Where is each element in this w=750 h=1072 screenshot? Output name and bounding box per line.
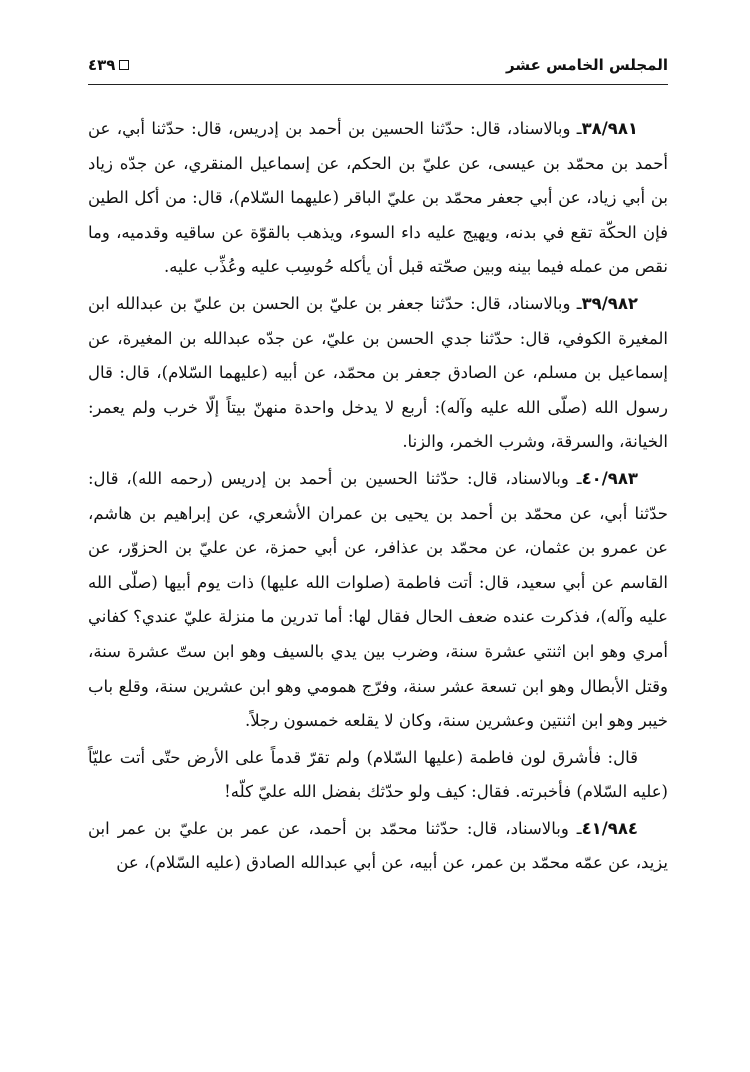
hadith-paragraph <box>88 462 668 739</box>
hadith-text: ـ وبالاسناد، قال: حدّثنا محمّد بن أحمد، عن عمر بن عليّ بن عمر ابن يزيد، عن عمّه محمّد بن عمر، عن أبيه، عن أبي عبدالله الصادق (عليه السّلام)، عن <box>88 818 668 873</box>
hadith-text: ـ وبالاسناد، قال: حدّثنا الحسين بن أحمد بن إدريس، قال: حدّثنا أبي، عن أحمد بن محمّد بن عيسى، عن عليّ بن الحكم، عن إسماعيل المنقري، عن جدّه زياد بن أبي زياد، عن أبي جعفر محمّد بن عليّ الباقر (عليهما السّلام)، قال: من أكل الطين فإن الحكّة تقع في بدنه، ويهيج عليه داء السوء، ويذهب بالقوّة عن ساقيه وقدميه، وما نقص من عمله فيما بينه وبين صحّته قبل أن يأكله حُوسِب عليه وعُذِّب عليه. <box>88 119 668 277</box>
continuation-paragraph <box>88 741 668 810</box>
hadith-number: ٤٠/٩٨٣ <box>581 468 638 488</box>
hadith-number: ٤١/٩٨٤ <box>581 818 638 838</box>
page-number: ٤٣٩ <box>88 56 116 74</box>
hadith-number: ٣٨/٩٨١ <box>581 119 638 138</box>
hadith-text: ـ وبالاسناد، قال: حدّثنا الحسين بن أحمد بن إدريس (رحمه الله)، قال: حدّثنا أبي، عن محمّد بن أحمد بن يحيى بن عمران الأشعري، عن إبراهيم بن هاشم، عن عمرو بن عثمان، عن محمّد بن عذافر، عن أبي حمزة، عن عليّ بن الحزوّر، عن القاسم عن أبي سعيد، قال: أتت فاطمة (صلوات الله عليها) ذات يوم أبيها (صلّى الله عليه وآله)، فذكرت عنده ضعف الحال فقال لها: أما تدرين ما منزلة عليّ عندي؟ كفاني أمري وهو ابن اثنتي عشرة سنة، وضرب بين يدي بالسيف وهو ابن ستّ عشرة سنة، وقتل الأبطال وهو ابن تسعة عشر سنة، وفرّج همومي وهو ابن عشرين سنة، وقلع باب خيبر وهو ابن اثنتين وعشرين سنة، وكان لا يقلعه خمسون رجلاً. <box>88 468 668 731</box>
chapter-title: المجلس الخامس عشر <box>506 56 668 74</box>
page-number-block <box>88 56 129 74</box>
page-header <box>88 52 668 85</box>
hadith-paragraph <box>88 812 668 881</box>
paragraph-text: قال: فأشرق لون فاطمة (عليها السّلام) ولم تقرّ قدماً على الأرض حتّى أتت عليّاً (عليه السّلام) فأخبرته. فقال: كيف ولو حدّثك بفضل الله عليّ كلّه! <box>88 747 668 802</box>
hadith-number: ٣٩/٩٨٢ <box>581 293 638 313</box>
hadith-paragraph <box>88 287 668 460</box>
hadith-text: ـ وبالاسناد، قال: حدّثنا جعفر بن عليّ بن الحسن بن عليّ بن عبدالله ابن المغيرة الكوفي، قال: حدّثنا جدي الحسن بن عليّ، عن جدّه عبدالله بن المغيرة، عن إسماعيل بن مسلم، عن الصادق جعفر بن محمّد، عن أبيه (عليهما السّلام)، قال: قال رسول الله (صلّى الله عليه وآله): أربع لا يدخل واحدة منهنّ بيتاً إلّا خرب ولم يعمر: الخيانة، والسرقة، وشرب الخمر، والزنا. <box>88 293 668 452</box>
hadith-paragraph <box>88 112 668 285</box>
square-box-icon <box>119 60 129 70</box>
page-body <box>88 112 668 883</box>
